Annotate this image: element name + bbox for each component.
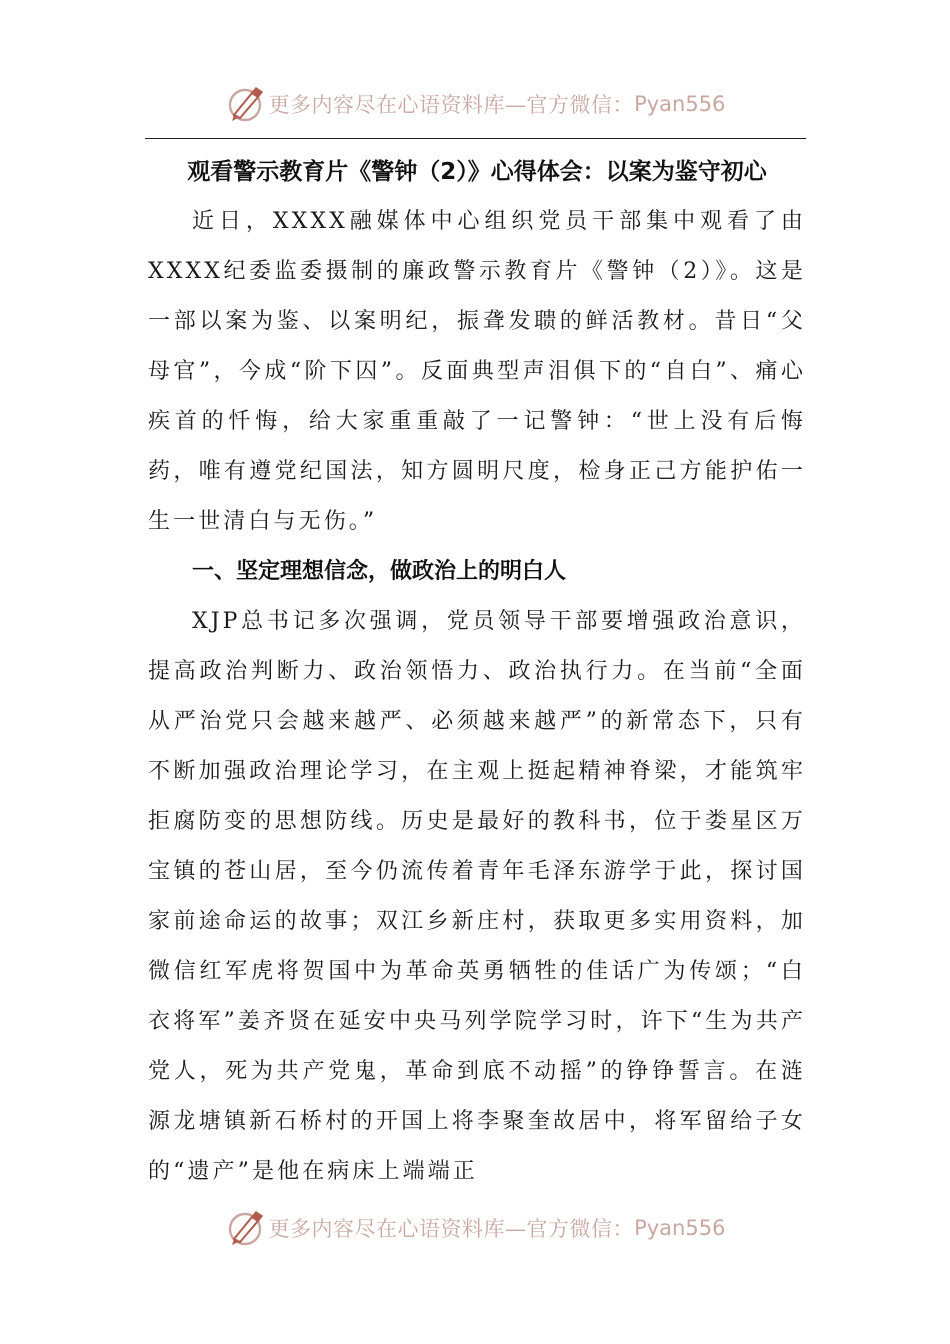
section-heading: 一、坚定理想信念，做政治上的明白人 xyxy=(192,559,567,584)
section-paragraph: XJP总书记多次强调，党员领导干部要增强政治意识，提高政治判断力、政治领悟力、政治执行力。在当前“全面从严治党只会越来越严、必须越来越严”的新常态下，只有不断加强政治理论学习，在主观上挺起精神脊梁，才能筑牢拒腐防变的思想防线。历史是最好的教科书，位于娄星区万宝镇的苍山居，至今仍流传着青年毛泽东游学于此，探讨国家前途命运的故事；双江乡新庄村，获取更多实用资料，加微信红军虎将贺国中为革命英勇牺牲的佳话广为传颂；“白衣将军”姜齐贤在延安中央马列学院学习时，许下“生为共产党人，死为共产党鬼，革命到底不动摇”的铮铮誓言。在涟源龙塘镇新石桥村的开国上将李聚奎故居中，将军留给子女的“遗产”是他在病床上端端正 xyxy=(148,609,806,1184)
banner-text: 更多内容尽在心语资料库—官方微信： xyxy=(268,93,635,117)
document-body xyxy=(148,147,806,1197)
header-divider xyxy=(145,138,806,139)
page-title: 观看警示教育片《警钟（2）》心得体会：以案为鉴守初心 xyxy=(187,159,767,185)
pen-nib-circle-icon xyxy=(225,1208,265,1248)
banner-wechat-id: Pyan556 xyxy=(634,1216,726,1240)
intro-paragraph: 近日，XXXX融媒体中心组织党员干部集中观看了由XXXX纪委监委摄制的廉政警示教育片《警钟（2）》。这是一部以案为鉴、以案明纪，振聋发聩的鲜活教材。昔日“父母官”，今成“阶下囚”。反面典型声泪俱下的“自白”、痛心疾首的忏悔，给大家重重敲了一记警钟：“世上没有后悔药，唯有遵党纪国法，知方圆明尺度，检身正己方能护佑一生一世清白与无伤。” xyxy=(148,209,806,534)
banner-text: 更多内容尽在心语资料库—官方微信： xyxy=(268,1217,635,1241)
footer-watermark-banner xyxy=(0,1206,950,1250)
header-watermark-banner xyxy=(0,82,950,126)
banner-wechat-id: Pyan556 xyxy=(634,92,726,116)
pen-nib-circle-icon xyxy=(225,84,265,124)
